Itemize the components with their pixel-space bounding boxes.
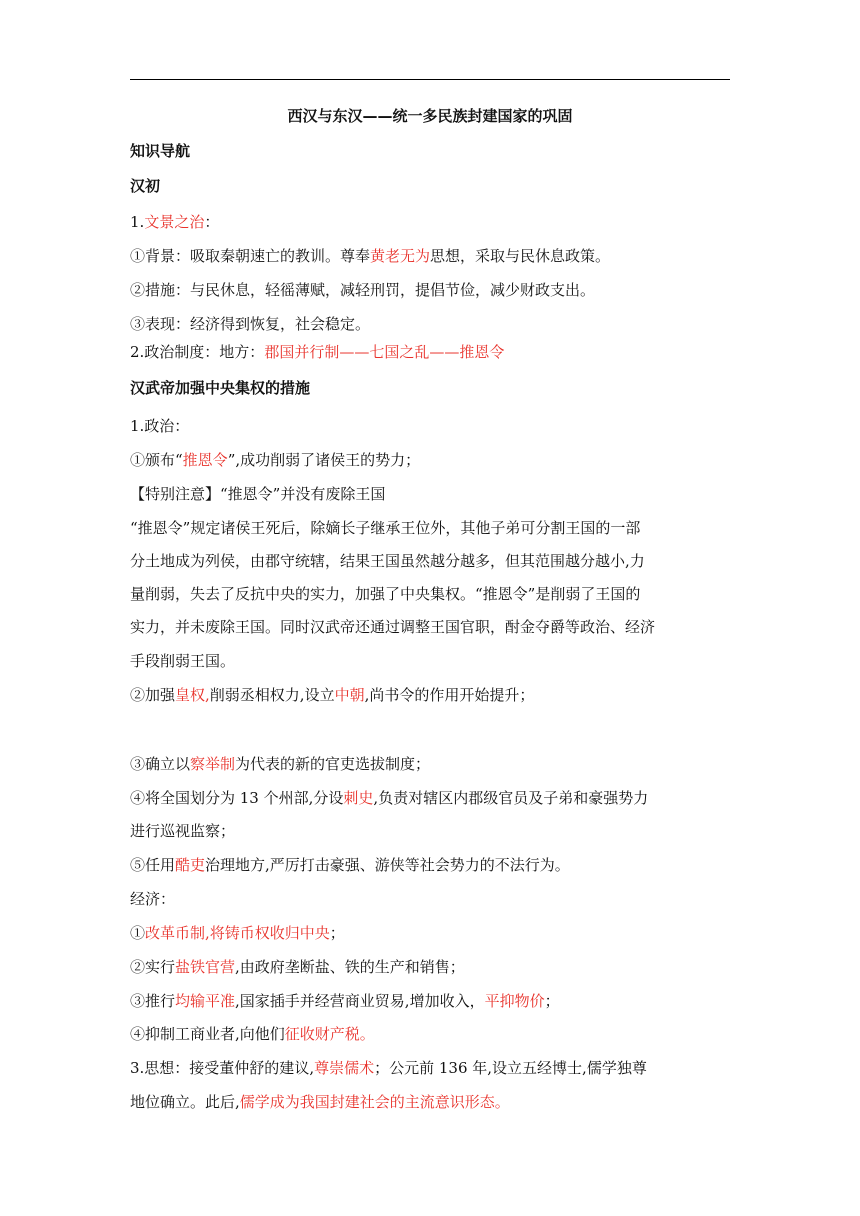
text-segment: ④将全国划分为 13 个州部,分设	[130, 789, 344, 807]
text-line: ③表现：经济得到恢复，社会稳定。	[130, 315, 371, 333]
text-line	[130, 754, 730, 774]
paragraph-line: 手段削弱王国。	[130, 652, 236, 670]
text-segment: 为代表的新的官吏选拔制度；	[235, 755, 431, 773]
page-title: 西汉与东汉——统一多民族封建国家的巩固	[287, 107, 573, 125]
text-segment: ；	[544, 992, 560, 1010]
text-segment: 2.政治制度：地方：	[130, 343, 265, 361]
text-line	[130, 685, 730, 705]
text-segment: ③推行	[130, 992, 176, 1010]
note-line: 【特别注意】“推恩令”并没有废除王国	[130, 485, 386, 503]
nav-heading: 知识导航	[130, 142, 191, 160]
highlight-text: 盐铁官营	[175, 958, 236, 976]
text-line	[130, 246, 730, 266]
text-segment: 地位确立。此后,	[130, 1093, 240, 1111]
text-line	[130, 788, 730, 808]
text-segment: ；公元前 136 年,设立五经博士,儒学独尊	[374, 1059, 647, 1077]
text-segment: ,国家插手并经营商业贸易,增加收入，	[235, 992, 485, 1010]
text-segment: ,负责对辖区内郡级官员及子弟和豪强势力	[373, 789, 649, 807]
highlight-text: 皇权,	[175, 686, 210, 704]
highlight-text: 文景之治	[144, 213, 205, 231]
text-line	[130, 923, 730, 943]
highlight-text: 酷吏	[175, 856, 206, 874]
paragraph-line: “推恩令”规定诸侯王死后，除嫡长子继承王位外，其他子弟可分割王国的一部	[130, 519, 641, 537]
highlight-text: 均输平准	[175, 992, 236, 1010]
highlight-text: 刺史	[343, 789, 374, 807]
text-segment: ,由政府垄断盐、铁的生产和销售；	[235, 958, 465, 976]
highlight-text: 察举制	[190, 755, 236, 773]
text-line: 进行巡视监察；	[130, 822, 236, 840]
highlight-text: 改革币制,将铸币权收归中央	[145, 924, 330, 942]
text-segment: 思想，采取与民休息政策。	[430, 247, 611, 265]
paragraph-line: 分土地成为列侯，由郡守统辖，结果王国虽然越分越多，但其范围越分越小,力	[130, 552, 645, 570]
text-segment: 1.	[130, 213, 145, 231]
text-line: 经济：	[130, 890, 176, 908]
highlight-text: 黄老无为	[370, 247, 431, 265]
text-segment: ,尚书令的作用开始提升；	[364, 686, 535, 704]
highlight-text: 中朝	[334, 686, 365, 704]
text-line: 1.政治：	[130, 417, 190, 435]
text-line	[130, 991, 730, 1011]
text-segment: ①	[130, 924, 146, 942]
text-line: ②措施：与民休息，轻徭薄赋，减轻刑罚，提倡节俭，减少财政支出。	[130, 281, 596, 299]
text-line	[130, 212, 730, 232]
highlight-text: 尊崇儒术	[314, 1059, 375, 1077]
text-line	[130, 1092, 730, 1112]
text-line	[130, 342, 730, 362]
text-segment: 3.思想：接受董仲舒的建议,	[130, 1059, 315, 1077]
paragraph-line: 量削弱，失去了反抗中央的实力，加强了中央集权。“推恩令”是削弱了王国的	[130, 585, 641, 603]
text-segment: ：	[204, 213, 220, 231]
text-line	[130, 1024, 730, 1044]
highlight-text: 郡国并行制——七国之乱——推恩令	[264, 343, 505, 361]
text-line	[130, 957, 730, 977]
text-segment: ②实行	[130, 958, 176, 976]
section-heading-wudi: 汉武帝加强中央集权的措施	[130, 379, 311, 397]
text-segment: ②加强	[130, 686, 176, 704]
highlight-text: 儒学成为我国封建社会的主流意识形态。	[239, 1093, 510, 1111]
highlight-text: 推恩令	[182, 451, 228, 469]
section-heading-early-han: 汉初	[130, 177, 161, 195]
text-segment: ；	[329, 924, 345, 942]
text-line	[130, 1058, 730, 1078]
paragraph-line: 实力，并未废除王国。同时汉武帝还通过调整王国官职，酎金夺爵等政治、经济	[130, 618, 656, 636]
text-segment: 削弱丞相权力,设立	[209, 686, 335, 704]
highlight-text: 征收财产税。	[284, 1025, 375, 1043]
text-segment: ①颁布“	[130, 451, 183, 469]
text-segment: ”,成功削弱了诸侯王的势力；	[227, 451, 421, 469]
header-rule	[130, 79, 730, 80]
text-line	[130, 450, 730, 470]
text-segment: ①背景：吸取秦朝速亡的教训。尊奉	[130, 247, 371, 265]
text-segment: ③确立以	[130, 755, 191, 773]
text-segment: 治理地方,严厉打击豪强、游侠等社会势力的不法行为。	[205, 856, 570, 874]
text-segment: ⑤任用	[130, 856, 176, 874]
text-segment: ④抑制工商业者,向他们	[130, 1025, 285, 1043]
highlight-text: 平抑物价	[484, 992, 545, 1010]
text-line	[130, 855, 730, 875]
